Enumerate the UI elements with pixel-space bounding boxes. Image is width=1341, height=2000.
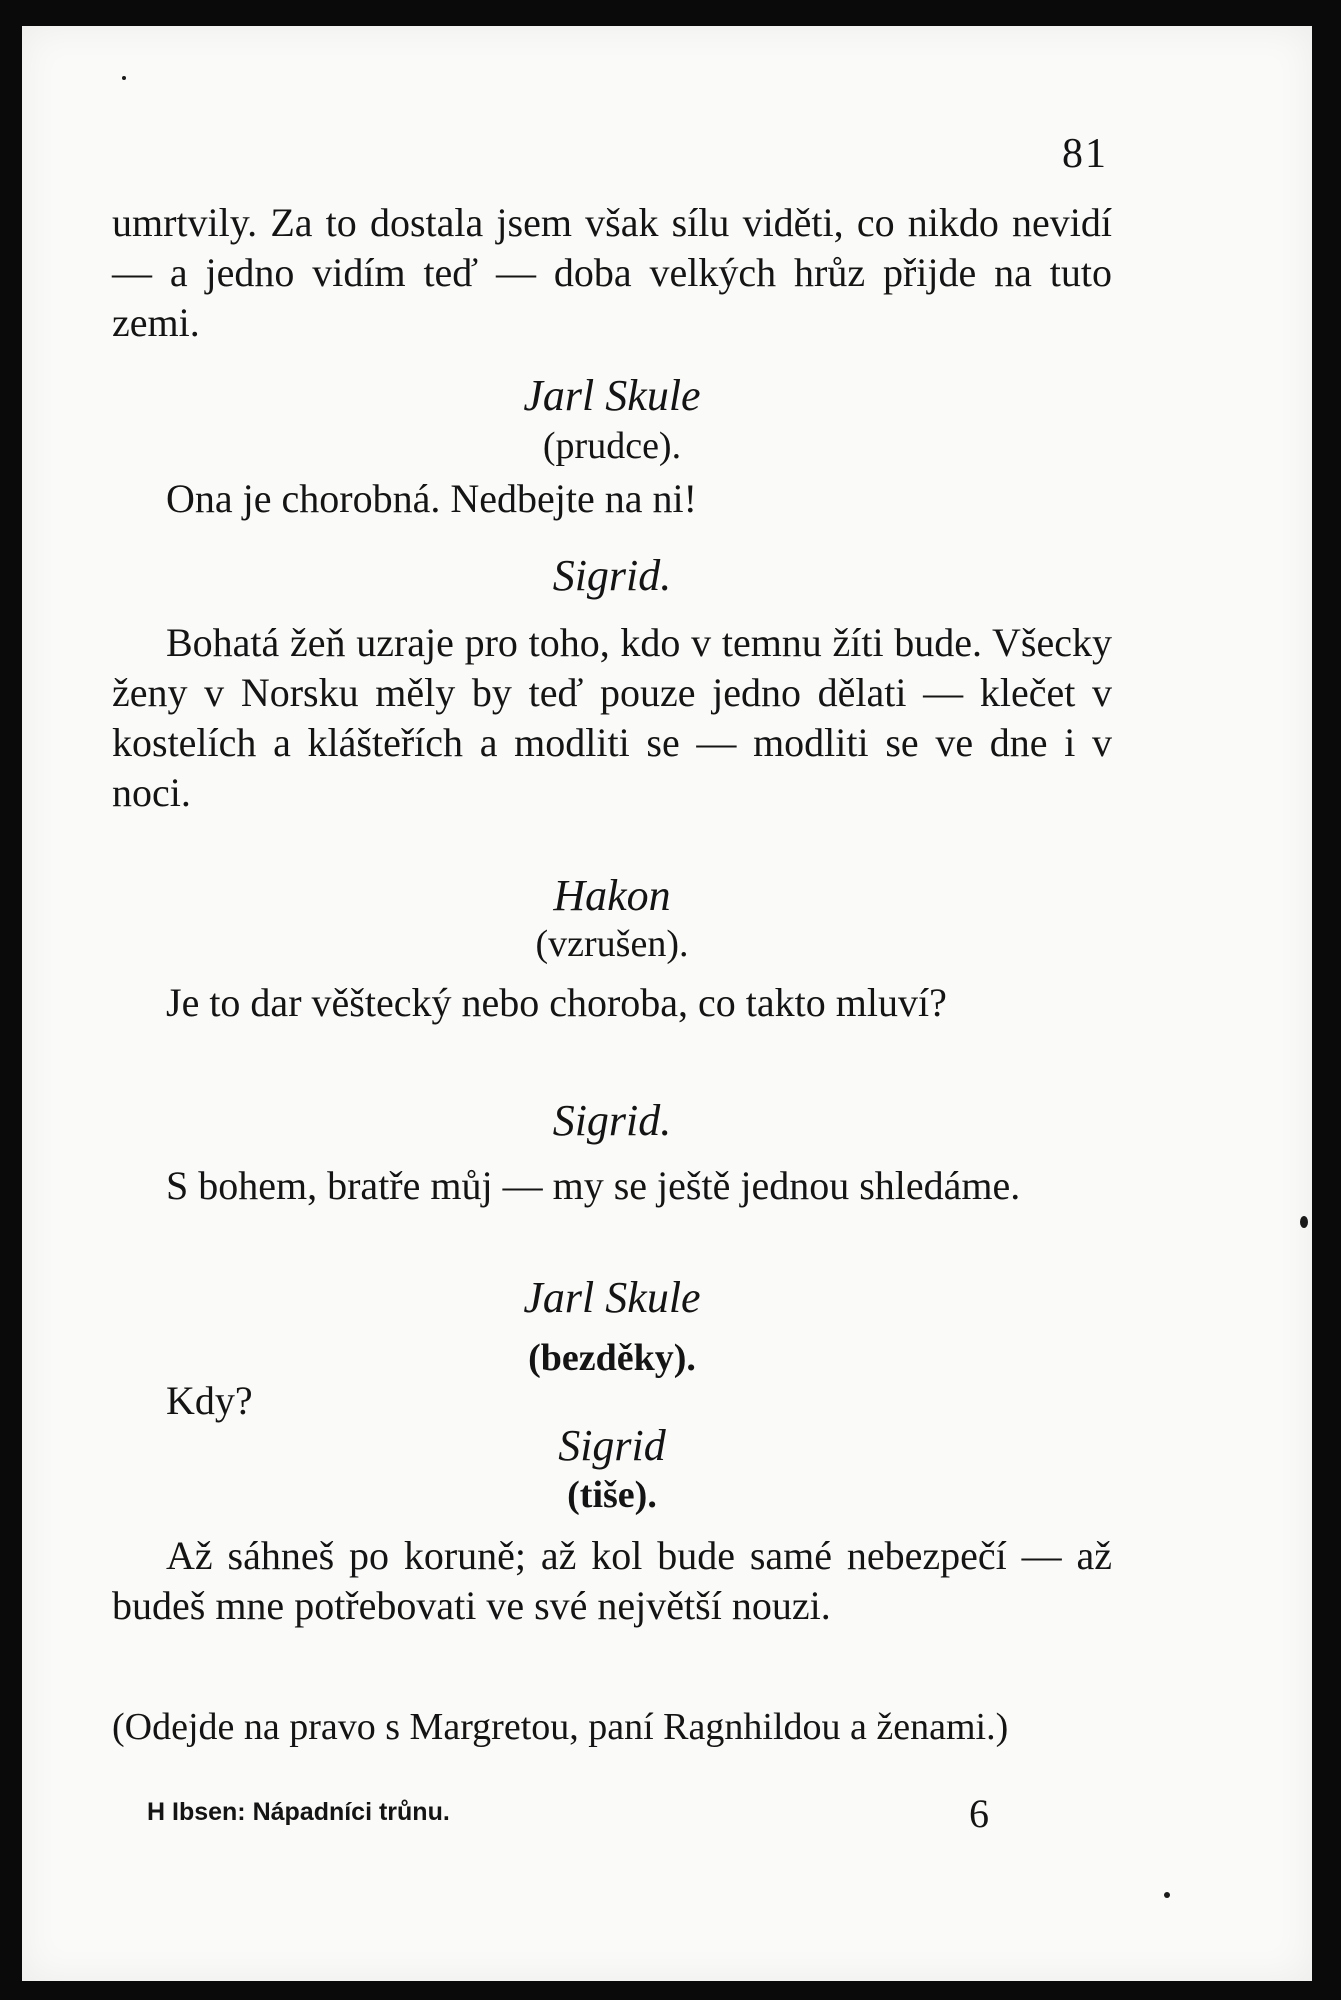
stage-direction: (prudce). — [542, 425, 682, 467]
ink-speck — [1164, 1892, 1170, 1898]
ink-speck — [122, 76, 126, 80]
printer-signature: H Ibsen: Nápadníci trůnu. — [147, 1798, 450, 1826]
stage-direction: (vzrušen). — [535, 923, 689, 965]
speaker-sigrid: Sigrid. — [552, 551, 672, 600]
page-number: 81 — [1062, 131, 1108, 177]
paragraph-2: Ona je chorobná. Nedbejte na ni! — [166, 476, 697, 521]
paragraph-1: umrtvily. Za to dostala jsem však sílu viděti, co nikdo nevidí — a jedno vidím teď — doba velkých hrůz přijde na tuto zemi. — [112, 200, 1112, 345]
speaker-jarl-skule: Jarl Skule — [523, 1273, 701, 1322]
stage-direction: (bezděky). — [528, 1337, 696, 1379]
ink-speck — [1300, 1216, 1308, 1228]
paragraph-3: Bohatá žeň uzraje pro toho, kdo v temnu žíti bude. Všecky ženy v Norsku měly by teď pouze jedno dělati — klečet v kostelích a klášteřích a modliti se — modliti se ve dne i v noci. — [112, 620, 1112, 815]
speaker-sigrid: Sigrid — [558, 1421, 666, 1470]
paragraph-6: Kdy? — [166, 1378, 253, 1423]
speaker-sigrid: Sigrid. — [552, 1096, 672, 1145]
paragraph-5: S bohem, bratře můj — my se ještě jednou shledáme. — [166, 1163, 1021, 1208]
signature-mark: 6 — [969, 1791, 989, 1836]
speaker-jarl-skule: Jarl Skule — [523, 371, 701, 420]
closing-stage-direction: (Odejde na pravo s Margretou, paní Ragnhildou a ženami.) — [112, 1706, 1009, 1748]
book-page — [22, 26, 1312, 1981]
stage-direction: (tiše). — [567, 1474, 657, 1516]
speaker-hakon: Hakon — [553, 871, 671, 920]
paragraph-4: Je to dar věštecký nebo choroba, co takto mluví? — [166, 980, 947, 1025]
paragraph-7: Až sáhneš po koruně; až kol bude samé nebezpečí — až budeš mne potřebovati ve své největší nouzi. — [112, 1533, 1112, 1628]
